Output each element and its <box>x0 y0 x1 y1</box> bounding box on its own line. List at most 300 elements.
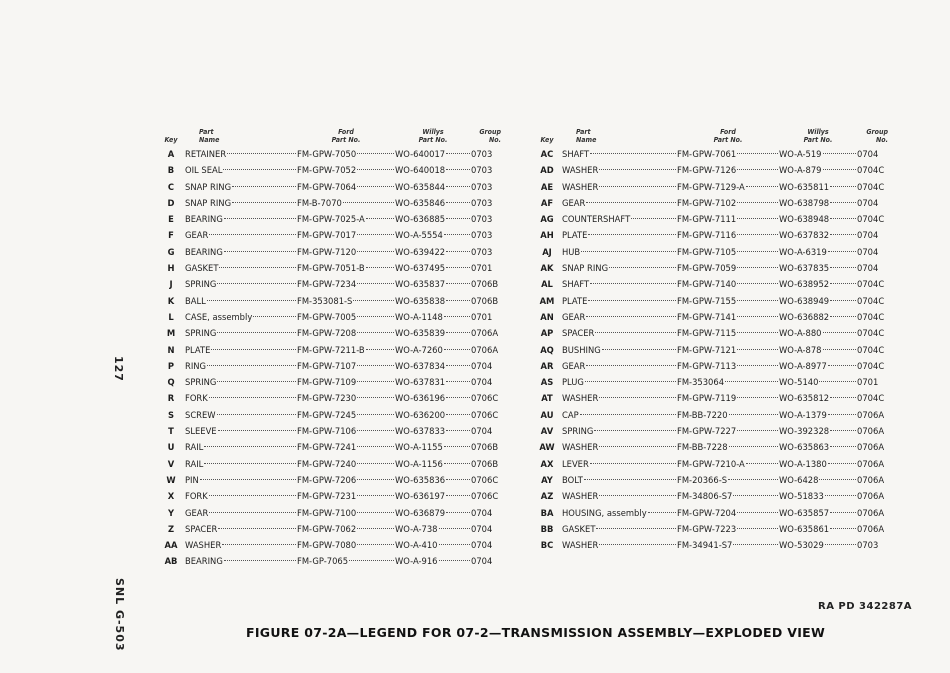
dot-leader <box>830 186 856 187</box>
group-no: 0706A <box>857 409 885 420</box>
ford-part-no: FM-GPW-7240 <box>297 458 357 469</box>
ford-part-no-cell <box>677 456 779 472</box>
part-name: GEAR <box>562 197 586 208</box>
row-key: X <box>167 491 175 502</box>
table-row <box>532 146 888 162</box>
ford-part-no: FM-GPW-7113 <box>677 360 737 371</box>
willys-part-no: WO-A-8977 <box>779 360 827 371</box>
ford-part-no-cell <box>297 439 395 455</box>
dot-leader <box>218 430 296 431</box>
table-row <box>532 439 888 455</box>
ford-part-no-cell <box>677 211 779 227</box>
dot-leader <box>746 463 778 464</box>
dot-leader <box>357 397 394 398</box>
ford-part-no: FM-BB-7228 <box>677 442 728 453</box>
part-name-cell <box>562 407 677 423</box>
part-name-cell <box>185 260 297 276</box>
willys-part-no-cell <box>395 244 471 260</box>
willys-part-no: WO-392328 <box>779 426 830 437</box>
ford-part-no-cell <box>297 211 395 227</box>
ford-part-no-cell <box>677 407 779 423</box>
willys-part-no: WO-639422 <box>395 246 446 257</box>
ford-part-no-cell <box>677 358 779 374</box>
row-key: Q <box>167 377 175 388</box>
willys-part-no: WO-636196 <box>395 393 446 404</box>
table-row <box>532 227 888 243</box>
willys-part-no-cell <box>395 472 471 488</box>
dot-leader <box>737 397 778 398</box>
table-row <box>532 423 888 439</box>
table-row <box>532 342 888 358</box>
dot-leader <box>357 544 394 545</box>
table-row <box>157 358 501 374</box>
ford-part-no-cell <box>297 146 395 162</box>
row-key: E <box>168 214 174 225</box>
dot-leader <box>446 397 470 398</box>
part-name-cell <box>185 276 297 292</box>
part-name-cell <box>562 423 677 439</box>
part-name: SPACER <box>185 523 218 534</box>
willys-part-no-cell <box>395 374 471 390</box>
part-name: SPRING <box>185 377 217 388</box>
part-name-cell <box>562 521 677 537</box>
row-key: AX <box>540 458 554 469</box>
part-name-cell <box>185 390 297 406</box>
table-row <box>532 260 888 276</box>
dot-leader <box>737 283 778 284</box>
willys-part-no-cell <box>779 325 857 341</box>
ford-part-no-cell <box>677 390 779 406</box>
willys-part-no: WO-637832 <box>779 230 830 241</box>
row-key: AZ <box>540 491 554 502</box>
dot-leader <box>648 512 676 513</box>
ford-part-no: FM-GPW-7051-B <box>297 263 365 274</box>
part-name-cell <box>562 537 677 553</box>
willys-part-no: WO-638952 <box>779 279 830 290</box>
table-row <box>157 260 501 276</box>
table-row <box>532 358 888 374</box>
part-name: RAIL <box>185 442 204 453</box>
ford-part-no: FM-GPW-7121 <box>677 344 737 355</box>
dot-leader <box>232 186 296 187</box>
ford-part-no: FM-GPW-7140 <box>677 279 737 290</box>
row-key: P <box>167 360 175 371</box>
row-key: K <box>167 295 175 306</box>
ford-part-no: FM-GPW-7107 <box>297 360 357 371</box>
dot-leader <box>446 169 470 170</box>
dot-leader <box>590 463 676 464</box>
willys-part-no-cell <box>395 195 471 211</box>
ford-part-no-cell <box>297 505 395 521</box>
willys-part-no-cell <box>395 276 471 292</box>
legend-table-right <box>532 128 888 553</box>
willys-part-no: WO-A-879 <box>779 165 822 176</box>
dot-leader <box>446 381 470 382</box>
row-key: AR <box>540 360 554 371</box>
dot-leader <box>219 267 296 268</box>
dot-leader <box>207 365 296 366</box>
group-no: 0704C <box>857 311 885 322</box>
dot-leader <box>830 528 856 529</box>
dot-leader <box>586 316 676 317</box>
part-name: HOUSING, assembly <box>562 507 647 518</box>
willys-part-no-cell <box>779 276 857 292</box>
dot-leader <box>217 381 296 382</box>
part-name: WASHER <box>562 165 599 176</box>
dot-leader <box>211 349 296 350</box>
dot-leader <box>584 479 676 480</box>
dot-leader <box>737 528 778 529</box>
table-row <box>157 537 501 553</box>
willys-part-no-cell <box>779 260 857 276</box>
dot-leader <box>444 463 470 464</box>
dot-leader <box>737 169 778 170</box>
table-row <box>157 211 501 227</box>
dot-leader <box>595 332 676 333</box>
willys-part-no-cell <box>779 309 857 325</box>
dot-leader <box>357 251 394 252</box>
dot-leader <box>366 267 394 268</box>
dot-leader <box>357 479 394 480</box>
willys-part-no-cell <box>779 472 857 488</box>
willys-part-no: WO-640018 <box>395 165 446 176</box>
dot-leader <box>828 414 856 415</box>
ford-part-no-cell <box>297 244 395 260</box>
dot-leader <box>209 397 296 398</box>
dot-leader <box>439 560 471 561</box>
table-row <box>532 309 888 325</box>
dot-leader <box>828 463 856 464</box>
part-name-cell <box>185 162 297 178</box>
part-name-cell <box>562 325 677 341</box>
row-key: W <box>166 474 176 485</box>
ford-part-no-cell <box>297 276 395 292</box>
part-name: GEAR <box>562 311 586 322</box>
willys-part-no: WO-636879 <box>395 507 446 518</box>
group-no: 0706C <box>471 491 499 502</box>
dot-leader <box>594 430 676 431</box>
dot-leader <box>446 186 470 187</box>
part-name: COUNTERSHAFT <box>562 214 631 225</box>
part-name: SLEEVE <box>185 426 217 437</box>
ford-part-no-cell <box>677 179 779 195</box>
row-key: D <box>167 197 175 208</box>
willys-part-no: WO-A-1380 <box>779 458 827 469</box>
dot-leader <box>222 544 296 545</box>
dot-leader <box>357 528 394 529</box>
part-name: GEAR <box>185 230 209 241</box>
ford-part-no-cell <box>677 439 779 455</box>
group-no: 0703 <box>471 181 493 192</box>
ford-part-no-cell <box>677 325 779 341</box>
dot-leader <box>588 300 676 301</box>
part-name-cell <box>562 162 677 178</box>
dot-leader <box>207 300 296 301</box>
dot-leader <box>357 234 394 235</box>
dot-leader <box>357 316 394 317</box>
dot-leader <box>223 169 296 170</box>
table-row <box>157 325 501 341</box>
table-row <box>157 276 501 292</box>
willys-part-no: WO-637835 <box>779 263 830 274</box>
willys-part-no: WO-635861 <box>779 523 830 534</box>
willys-part-no-cell <box>395 390 471 406</box>
header-key: Key <box>164 136 178 144</box>
group-no: 0706A <box>471 328 499 339</box>
group-no: 0701 <box>471 311 493 322</box>
table-row <box>532 276 888 292</box>
willys-part-no-cell <box>779 423 857 439</box>
part-name: SCREW <box>185 409 216 420</box>
row-key: C <box>167 181 175 192</box>
part-name-cell <box>562 211 677 227</box>
part-name-cell <box>185 456 297 472</box>
table-row <box>532 162 888 178</box>
willys-part-no-cell <box>395 488 471 504</box>
dot-leader <box>444 349 470 350</box>
group-no: 0704 <box>471 377 493 388</box>
dot-leader <box>357 381 394 382</box>
ford-part-no: FM-20366-S <box>677 474 728 485</box>
dot-leader <box>224 251 296 252</box>
dot-leader <box>343 202 394 203</box>
table-row <box>157 488 501 504</box>
dot-leader <box>209 495 296 496</box>
ford-part-no-cell <box>677 195 779 211</box>
ford-part-no-cell <box>677 293 779 309</box>
dot-leader <box>357 153 394 154</box>
group-no: 0706B <box>471 458 499 469</box>
dot-leader <box>446 512 470 513</box>
dot-leader <box>353 300 394 301</box>
dot-leader <box>586 202 676 203</box>
willys-part-no-cell <box>395 521 471 537</box>
row-key: AN <box>540 311 554 322</box>
dot-leader <box>581 251 676 252</box>
part-name-cell <box>562 390 677 406</box>
ford-part-no-cell <box>297 309 395 325</box>
group-no: 0706B <box>471 442 499 453</box>
table-row <box>532 293 888 309</box>
ford-part-no: FM-GPW-7210-A <box>677 458 745 469</box>
dot-leader <box>357 495 394 496</box>
dot-leader <box>446 153 470 154</box>
row-key: AJ <box>542 246 552 257</box>
willys-part-no-cell <box>395 456 471 472</box>
ford-part-no: FM-GPW-7245 <box>297 409 357 420</box>
part-name: GEAR <box>562 360 586 371</box>
table-row <box>157 227 501 243</box>
table-row <box>532 390 888 406</box>
ford-part-no-cell <box>297 358 395 374</box>
part-name: GEAR <box>185 507 209 518</box>
willys-part-no: WO-53029 <box>779 540 824 551</box>
group-no: 0706A <box>857 442 885 453</box>
ford-part-no-cell <box>297 488 395 504</box>
willys-part-no: WO-637833 <box>395 426 446 437</box>
willys-part-no: WO-A-738 <box>395 523 438 534</box>
willys-part-no-cell <box>395 260 471 276</box>
ford-part-no: FM-GPW-7204 <box>677 507 737 518</box>
part-name-cell <box>562 439 677 455</box>
dot-leader <box>446 414 470 415</box>
willys-part-no: WO-A-6319 <box>779 246 827 257</box>
dot-leader <box>217 283 296 284</box>
dot-leader <box>357 169 394 170</box>
ford-part-no-cell <box>677 374 779 390</box>
dot-leader <box>828 365 856 366</box>
dot-leader <box>737 153 778 154</box>
dot-leader <box>357 283 394 284</box>
dot-leader <box>357 332 394 333</box>
ford-part-no-cell <box>677 227 779 243</box>
part-name-cell <box>562 342 677 358</box>
dot-leader <box>737 234 778 235</box>
dot-leader <box>253 316 296 317</box>
ford-part-no: FM-GPW-7155 <box>677 295 737 306</box>
ford-part-no-cell <box>677 244 779 260</box>
part-name-cell <box>185 537 297 553</box>
row-key: J <box>169 279 173 290</box>
dot-leader <box>204 446 296 447</box>
part-name-cell <box>185 488 297 504</box>
dot-leader <box>725 381 778 382</box>
row-key: N <box>167 344 175 355</box>
dot-leader <box>599 544 676 545</box>
part-name-cell <box>185 374 297 390</box>
part-name-cell <box>562 244 677 260</box>
header-group: Group No. <box>479 128 501 144</box>
ford-part-no-cell <box>677 521 779 537</box>
willys-part-no-cell <box>779 374 857 390</box>
part-name: WASHER <box>562 181 599 192</box>
ford-part-no-cell <box>297 553 395 569</box>
dot-leader <box>218 528 296 529</box>
table-row <box>157 293 501 309</box>
ford-part-no: FM-GPW-7120 <box>297 246 357 257</box>
group-no: 0703 <box>471 246 493 257</box>
ford-part-no: FM-GPW-7100 <box>297 507 357 518</box>
dot-leader <box>444 446 470 447</box>
table-row <box>157 423 501 439</box>
dot-leader <box>590 283 676 284</box>
willys-part-no-cell <box>779 488 857 504</box>
table-row <box>532 407 888 423</box>
part-name: PIN <box>185 474 199 485</box>
part-name: WASHER <box>562 393 599 404</box>
dot-leader <box>599 397 676 398</box>
dot-leader <box>830 512 856 513</box>
willys-part-no: WO-A-878 <box>779 344 822 355</box>
table-row <box>157 456 501 472</box>
willys-part-no-cell <box>395 179 471 195</box>
header-part-name: Part Name <box>576 128 597 144</box>
part-name: SNAP RING <box>185 197 232 208</box>
part-name: PLATE <box>185 344 211 355</box>
ford-part-no-cell <box>297 472 395 488</box>
willys-part-no-cell <box>395 293 471 309</box>
dot-leader <box>737 349 778 350</box>
row-key: AY <box>541 474 553 485</box>
part-name-cell <box>562 227 677 243</box>
group-no: 0703 <box>471 165 493 176</box>
ford-part-no: FM-353081-S <box>297 295 353 306</box>
ford-part-no-cell <box>297 227 395 243</box>
ford-part-no: FM-GPW-7080 <box>297 540 357 551</box>
dot-leader <box>588 234 676 235</box>
willys-part-no: WO-638948 <box>779 214 830 225</box>
row-key: Z <box>167 523 175 534</box>
dot-leader <box>599 446 676 447</box>
willys-part-no: WO-A-410 <box>395 540 438 551</box>
dot-leader <box>224 218 296 219</box>
group-no: 0706C <box>471 474 499 485</box>
group-no: 0706A <box>857 507 885 518</box>
ford-part-no: FM-GPW-7064 <box>297 181 357 192</box>
dot-leader <box>728 479 778 480</box>
dot-leader <box>580 414 676 415</box>
group-no: 0703 <box>471 149 493 159</box>
table-row <box>157 521 501 537</box>
part-name-cell <box>185 521 297 537</box>
table-row <box>532 505 888 521</box>
part-name: SPRING <box>562 426 594 437</box>
part-name-cell <box>185 325 297 341</box>
row-key: AK <box>540 263 554 274</box>
part-name-cell <box>185 472 297 488</box>
willys-part-no-cell <box>395 227 471 243</box>
ford-part-no-cell <box>297 374 395 390</box>
part-name: BOLT <box>562 474 583 485</box>
part-name: RING <box>185 360 207 371</box>
willys-part-no-cell <box>395 407 471 423</box>
group-no: 0704 <box>471 540 493 551</box>
group-no: 0704C <box>857 295 885 306</box>
willys-part-no-cell <box>395 537 471 553</box>
ford-part-no-cell <box>677 146 779 162</box>
willys-part-no: WO-A-5554 <box>395 230 443 241</box>
table-row <box>532 521 888 537</box>
ford-part-no: FM-GPW-7141 <box>677 311 737 322</box>
willys-part-no: WO-5140 <box>779 377 819 388</box>
row-key: AM <box>539 295 555 306</box>
row-key: H <box>167 263 175 274</box>
willys-part-no: WO-A-7260 <box>395 344 443 355</box>
ford-part-no: FM-GPW-7227 <box>677 426 737 437</box>
group-no: 0706A <box>857 426 885 437</box>
ford-part-no: FM-GPW-7052 <box>297 165 357 176</box>
group-no: 0703 <box>471 230 493 241</box>
dot-leader <box>825 495 856 496</box>
part-name: CAP <box>562 409 579 420</box>
dot-leader <box>830 446 856 447</box>
ford-part-no-cell <box>677 537 779 553</box>
group-no: 0704 <box>857 246 879 257</box>
dot-leader <box>366 349 394 350</box>
part-name-cell <box>185 407 297 423</box>
group-no: 0703 <box>471 197 493 208</box>
figure-caption: FIGURE 07-2A—LEGEND FOR 07-2—TRANSMISSION ASSEMBLY—EXPLODED VIEW <box>246 625 826 640</box>
dot-leader <box>823 332 857 333</box>
dot-leader <box>439 528 471 529</box>
group-no: 0706B <box>471 279 499 290</box>
ford-part-no: FM-GPW-7116 <box>677 230 737 241</box>
part-name: OIL SEAL <box>185 165 223 176</box>
part-name-cell <box>562 276 677 292</box>
ford-part-no-cell <box>677 276 779 292</box>
willys-part-no: WO-A-1148 <box>395 311 443 322</box>
ford-part-no: FM-353064 <box>677 377 725 388</box>
